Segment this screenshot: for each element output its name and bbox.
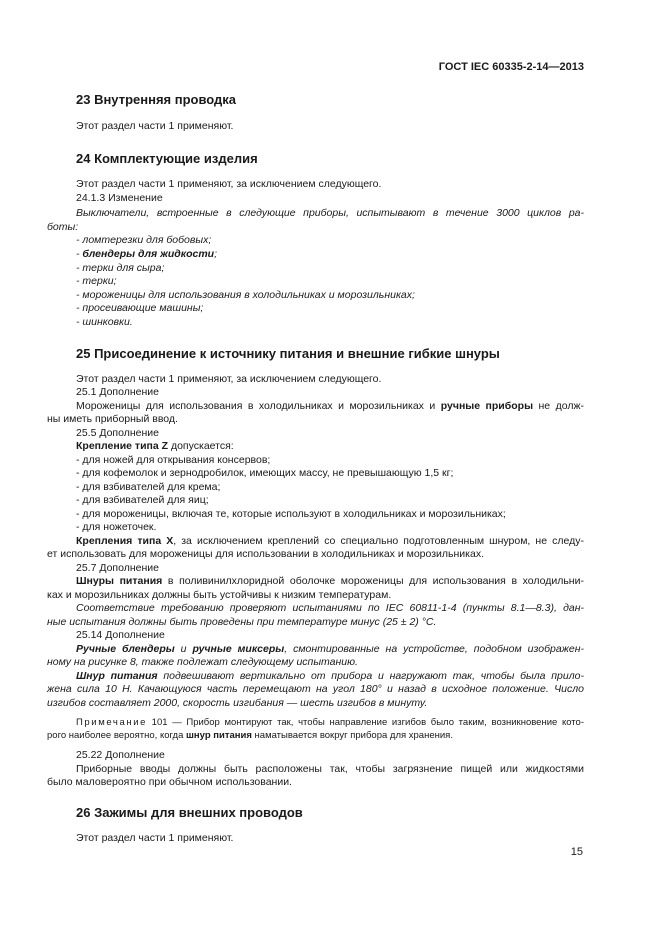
section-24-text: Этот раздел части 1 применяют, за исключением следующего. bbox=[76, 178, 382, 190]
section-26-text: Этот раздел части 1 применяют. bbox=[76, 832, 234, 844]
switch-test-intro-cont: боты: bbox=[47, 221, 79, 233]
list-item: - для ножей для открывания консервов; bbox=[76, 454, 271, 466]
document-code: ГОСТ IEC 60335-2-14—2013 bbox=[438, 61, 584, 73]
list-item: - ломтерезки для бобовых; bbox=[76, 234, 212, 246]
switch-test-intro: Выключатели, встроенные в следующие приборы, испытывают в течение 3000 циклов ра- bbox=[76, 207, 584, 219]
subclause-25-7: 25.7 Дополнение bbox=[76, 562, 159, 574]
list-item: - для мороженицы, включая те, которые используют в холодильниках и морозильниках; bbox=[76, 508, 506, 520]
paragraph-25-14-cont: ному на рисунке 8, также подлежат следующему испытанию. bbox=[47, 656, 358, 668]
paragraph-type-x: Крепления типа X, за исключением креплений со специально подготовленным шнуром, не следу- bbox=[76, 535, 584, 547]
paragraph-25-1-cont: ны иметь приборный ввод. bbox=[47, 413, 178, 425]
paragraph-25-14: Ручные блендеры и ручные миксеры, смонтированные на устройстве, подобном изображен- bbox=[76, 643, 585, 655]
list-item: - для взбивателей для яиц; bbox=[76, 494, 209, 506]
paragraph-25-7-cont: ках и морозильниках должны быть устойчивы к низким температурам. bbox=[47, 589, 392, 601]
list-item: - терки для сыра; bbox=[76, 262, 165, 274]
section-26-title: 26 Зажимы для внешних проводов bbox=[76, 805, 303, 820]
note-101-cont: рого наиболее вероятно, когда шнур питания наматывается вокруг прибора для хранения. bbox=[47, 730, 453, 741]
subclause-24-1-3: 24.1.3 Изменение bbox=[76, 192, 163, 204]
note-101: Примечание 101 — Прибор монтируют так, чтобы направление изгибов было таким, возникновение кото- bbox=[76, 717, 584, 728]
list-item: - для взбивателей для крема; bbox=[76, 481, 221, 493]
subclause-25-1: 25.1 Дополнение bbox=[76, 386, 159, 398]
list-item: - мороженицы для использования в холодильниках и морозильниках; bbox=[76, 289, 415, 301]
list-item: - для ножеточек. bbox=[76, 521, 157, 533]
paragraph-25-7: Шнуры питания в поливинилхлоридной оболочке мороженицы для использования в холодильни- bbox=[76, 575, 584, 587]
section-23-title: 23 Внутренняя проводка bbox=[76, 92, 237, 107]
list-item: - терки; bbox=[76, 275, 117, 287]
list-item: - для кофемолок и зернодробилок, имеющих массу, не превышающую 1,5 кг; bbox=[76, 467, 454, 479]
compliance-paragraph-cont: ные испытания должны быть проведены при температуре минус (25 ± 2) °С. bbox=[47, 616, 437, 628]
section-25-title: 25 Присоединение к источнику питания и внешние гибкие шнуры bbox=[76, 346, 500, 361]
paragraph-type-x-cont: ет использовать для мороженицы для использовании в холодильниках и морозильниках. bbox=[47, 548, 485, 560]
paragraph-25-1: Мороженицы для использования в холодильниках и морозильниках и ручные приборы не долж- bbox=[76, 400, 584, 412]
list-item: - блендеры для жидкости; bbox=[76, 248, 217, 260]
paragraph-25-22-cont: было маловероятно при обычном использовании. bbox=[47, 776, 292, 788]
compliance-paragraph: Соответствие требованию проверяют испытаниями по IEC 60811-1-4 (пункты 8.1—8.3), дан- bbox=[76, 602, 584, 614]
paragraph-25-5: Крепление типа Z допускается: bbox=[76, 440, 234, 452]
section-23-text: Этот раздел части 1 применяют. bbox=[76, 120, 234, 132]
subclause-25-22: 25.22 Дополнение bbox=[76, 749, 165, 761]
cord-test-paragraph: Шнур питания подвешивают вертикально от прибора и нагружают так, чтобы была прило- bbox=[76, 670, 584, 682]
list-item: - просеивающие машины; bbox=[76, 302, 204, 314]
cord-test-paragraph-end: изгибов составляет 2000, скорость изгибания — шесть изгибов в минуту. bbox=[47, 697, 428, 709]
section-25-text: Этот раздел части 1 применяют, за исключением следующего. bbox=[76, 373, 382, 385]
paragraph-25-22: Приборные вводы должны быть расположены так, чтобы загрязнение пищей или жидкостями bbox=[76, 763, 584, 775]
subclause-25-5: 25.5 Дополнение bbox=[76, 427, 159, 439]
subclause-25-14: 25.14 Дополнение bbox=[76, 629, 165, 641]
cord-test-paragraph-cont: жена сила 10 Н. Качающуюся часть перемещают на угол 180° и назад в исходное положение. Число bbox=[47, 683, 584, 695]
page-number: 15 bbox=[570, 846, 583, 858]
section-24-title: 24 Комплектующие изделия bbox=[76, 151, 258, 166]
list-item: - шинковки. bbox=[76, 316, 133, 328]
